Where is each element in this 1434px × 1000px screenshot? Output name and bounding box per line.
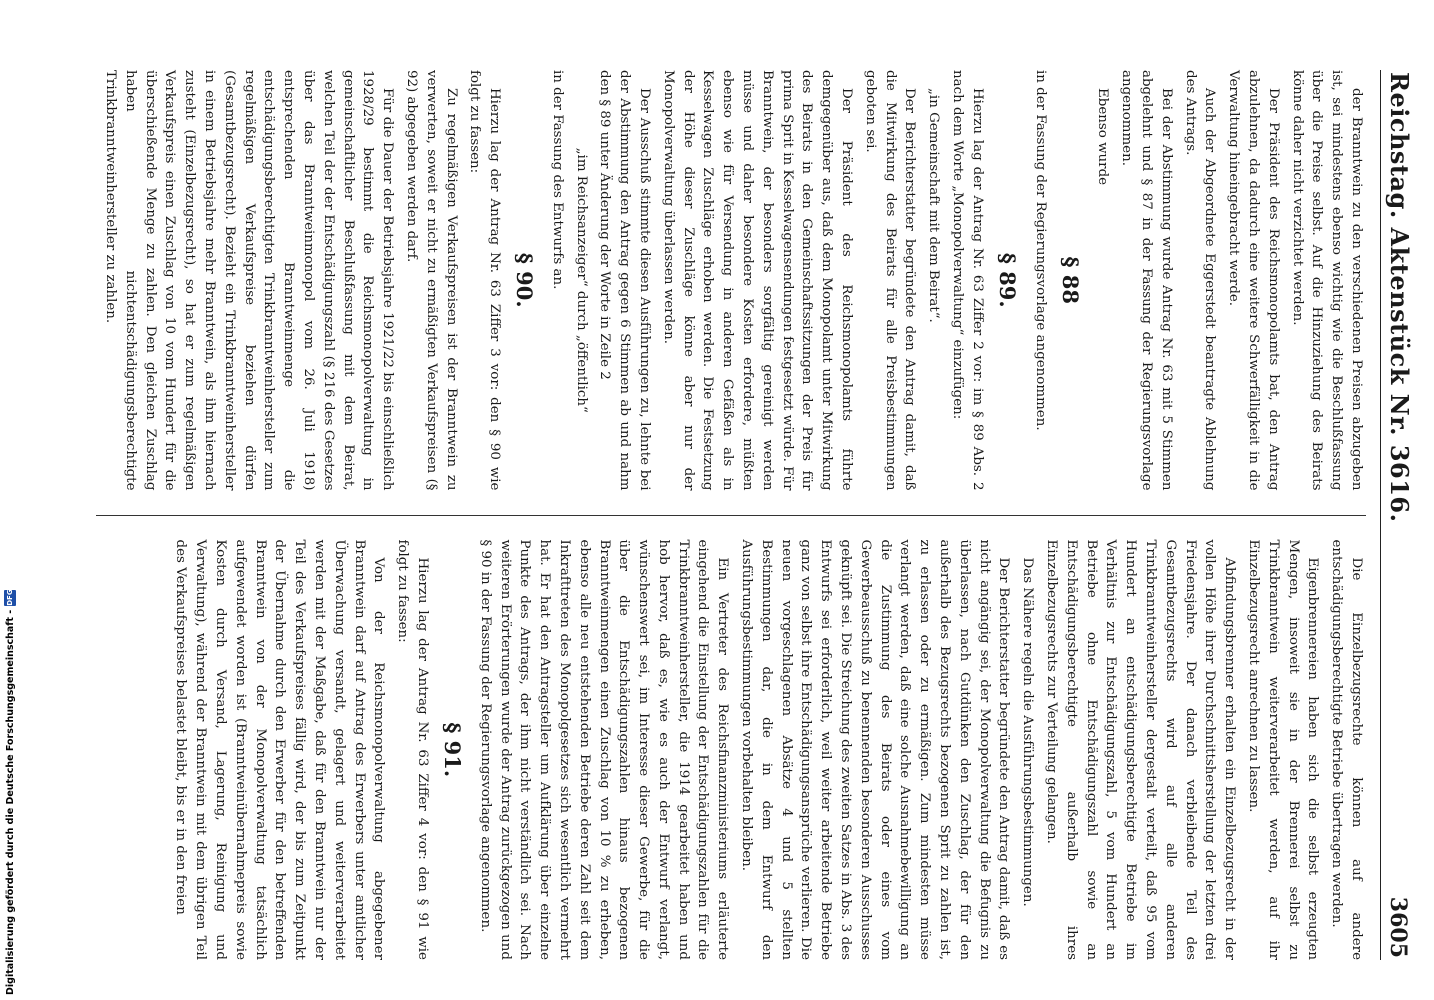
page-header <box>1380 70 1414 960</box>
paragraph: Hierzu lag der Antrag Nr. 63 Ziffer 3 vor: den § 90 wie folgt zu fassen: <box>467 70 503 491</box>
column-divider <box>96 515 1366 516</box>
paragraph: Zu regelmäßigen Verkaufspreisen ist der Branntwein zu verwerten, soweit er nicht zu ermäßigten Verkaufspreisen (§ 92) abgegeben werden darf. <box>403 70 459 491</box>
paragraph: Der Präsident des Reichsmonopolamts führte demgegenüber aus, daß dem Monopolamt unter Mitwirkung des Beirats in den Gemeinschaftssitzungen der Preis für prima Sprit in Kesselwagensendungen festgesetzt würde. Für Branntwein, der besonders sorgfältig gereinigt werden müsse und daher besondere Kosten erfordere, müßten ebenso wie für Versendung in anderen Gefäßen als in Kesselwagen Zuschläge erhoben werden. Die Festsetzung der Höhe dieser Zuschläge könne aber nur der Monopolverwaltung überlassen werden. <box>660 70 855 491</box>
paragraph: Der Berichterstatter begründete den Antrag damit, daß es nicht angängig sei, der Monopolverwaltung die Befugnis zu überlassen, nach Gutdünken den Zuschlag, der für den außerhalb des Bezugsrechts bezogenen Sprit zu zahlen ist, zu erlassen oder zu ermäßigen. Zum mindesten müsse verlangt werden, daß eine solche Ausnahmebewilligung an die Zustimmung des Beirats oder eines vom Gewerbeausschuß zu benennenden besonderen Ausschusses geknüpft sei. Die Streichung des zweiten Satzes in Abs. 3 des Entwurfs sei erforderlich, weil weiter arbeitende Betriebe ganz von selbst ihre Entschädigungsansprüche verlieren. Die neuen vorgeschlagenen Absätze 4 und 5 stellten Bestimmungen dar, die in dem Entwurf den Ausführungsbestimmungen vorbehalten bleiben. <box>739 539 1012 960</box>
paragraph: der Branntwein zu den verschiedenen Preisen abzugeben ist, sei mindestens ebenso wichtig wie die Beschlußfassung über die Preise selbst. Auf die Hinzuziehung des Beirats könne daher nicht verzichtet werden. <box>1289 70 1364 491</box>
section-heading-89: § 89. <box>994 252 1020 308</box>
paragraph: in der Fassung des Entwurfs an. <box>549 70 565 290</box>
paragraph: Bei der Abstimmung wurde Antrag Nr. 63 mit 5 Stimmen abgelehnt und § 87 in der Fassung der Regierungsvorlage angenommen. <box>1119 70 1174 491</box>
dfg-logo: DFG <box>6 589 14 606</box>
page-number: 3605 <box>1385 896 1411 958</box>
paragraph: Hierzu lag der Antrag Nr. 63 Ziffer 2 vor: im § 89 Abs. 2 nach dem Worte „Monopolverwaltung“ einzufügen: <box>950 70 985 491</box>
right-column <box>96 540 1366 961</box>
section-heading-88: § 88 <box>1057 256 1083 305</box>
section-heading-90: § 90. <box>512 252 538 308</box>
paragraph: Abfindungsbrenner erhalten ein Einzelbezugsrecht in der vollen Höhe ihrer Durchschnittsherstellung der letzten drei Friedensjahre. Der danach verbleibende Teil des Gesamtbezugsrechts wird auf alle anderen Trinkbranntweinhersteller dergestalt verteilt, daß 95 vom Hundert an entschädigungsberechtigte Betriebe im Verhältnis zur Entschädigungszahl, 5 vom Hundert an Betriebe ohne Entschädigungszahl sowie an Entschädigungsberechtigte außerhalb ihres Einzelbezugsrechts zur Verteilung gelangen. <box>1044 539 1238 960</box>
paragraph: Die Einzelbezugsrechte können auf andere entschädigungsberechtigte Betriebe übertragen werden. <box>1329 539 1364 960</box>
paragraph: Ebenso wurde <box>1095 88 1111 186</box>
document-page <box>30 0 1434 1000</box>
left-column <box>96 70 1366 491</box>
section-heading-91: § 91. <box>439 722 465 778</box>
paragraph: „in Gemeinschaft mit dem Beirat“. <box>926 88 942 323</box>
document-title: Reichstag. Aktenstück Nr. 3616. <box>1385 72 1414 523</box>
paragraph: Auch der Abgeordnete Eggerstedt beantragte Ablehnung des Antrags. <box>1182 70 1218 491</box>
digitization-credit <box>4 590 16 995</box>
credit-text: Digitalisierung gefördert durch die Deutsche Forschungsgemeinschaft - <box>4 609 16 995</box>
paragraph: Der Ausschuß stimmte diesen Ausführungen zu, lehnte bei der Abstimmung den Antrag gegen 6 Stimmen ab und nahm den § 89 unter Änderung der Worte in Zeile 2 <box>597 70 653 491</box>
paragraph: Hierzu lag der Antrag Nr. 63 Ziffer 4 vor: den § 91 wie folgt zu fassen: <box>395 539 430 960</box>
paragraph: Von der Reichsmonopolverwaltung abgegebener Branntwein darf auf Antrag des Erwerbers unter amtlicher Überwachung versandt, gelagert und weiterverarbeitet werden mit der Maßgabe, daß für den Branntwein nur der Teil des Verkaufspreises fällig wird, der bis zum Zeitpunkt der Übernahme durch den Erwerber für den betreffenden Branntwein von der Monopolverwaltung tatsächlich aufgewendet worden ist (Branntweinübernahmepreis sowie Kosten durch Versand, Lagerung, Reinigung und Verwaltung), während der Branntwein mit dem übrigen Teil des Verkaufspreises belastet bleibt, bis er in den freien <box>173 539 387 960</box>
paragraph: „im Reichsanzeiger“ durch „öffentlich“ <box>573 147 589 413</box>
paragraph: Der Berichterstatter begründete den Antrag damit, daß die Mitwirkung des Beirats für alle Preisbestimmungen geboten sei. <box>862 70 918 491</box>
paragraph: Das Nähere regeln die Ausführungsbestimmungen. <box>1020 557 1036 907</box>
paragraph: in der Fassung der Regierungsvorlage angenommen. <box>1032 70 1048 431</box>
paragraph: Für die Dauer der Betriebsjahre 1921/22 bis einschließlich 1928/29 bestimmt die Reichsmonopolverwaltung in gemeinschaftlicher Beschlußfassung mit dem Beirat, welchen Teil der der Entschädigungszahl (§ 216 des Gesetzes über das Branntweinmonopol vom 26. Juli 1918) entsprechenden Branntweinmenge die entschädigungsberechtigten Trinkbranntweinhersteller zum regelmäßigen Verkaufspreise beziehen dürfen (Gesamtbezugsrecht). Bezieht ein Trinkbranntweinhersteller in einem Betriebsjahre mehr Branntwein, als ihm hiernach zusteht (Einzelbezugsrecht), so hat er zum regelmäßigen Verkaufspreis einen Zuschlag von 10 vom Hundert für die überschießende Menge zu zahlen. Den gleichen Zuschlag haben nichtentschädigungsberechtigte Trinkbranntweinhersteller zu zahlen. <box>102 70 396 491</box>
paragraph: Der Präsident des Reichsmonopolamts bat, den Antrag abzulehnen, da dadurch eine weitere Schwerfälligkeit in die Verwaltung hineingebracht werde. <box>1226 70 1281 491</box>
text-columns <box>96 70 1366 960</box>
paragraph: Eigenbrennereien haben sich die selbst erzeugten Mengen, insoweit sie in der Brennerei selbst zu Trinkbranntwein weiterverarbeitet werden, auf ihr Einzelbezugsrecht anrechnen zu lassen. <box>1246 539 1321 960</box>
paragraph: Ein Vertreter des Reichsfinanzministeriums erläuterte eingehend die Einstellung der Entschädigungszahlen für die Trinkbranntweinhersteller, die 1914 gearbeitet haben und hob hervor, daß es, wie es auch der Entwurf verlangt, wünschenswert sei, im Interesse dieser Gewerbe, für die über die Entschädigungszahlen hinaus bezogenen Branntweinmengen einen Zuschlag von 10 % zu erheben, ebenso alle neu entstehenden Betriebe deren Zahl seit dem Inkrafttreten des Monopolgesetzes sich wesentlich vermehrt hat. Er hat den Antragsteller um Aufklärung über einzelne Punkte des Antrags, der ihm nicht verständlich sei. Nach weiteren Erörterungen wurde der Antrag zurückgezogen und § 90 in der Fassung der Regierungsvorlage angenommen. <box>477 539 731 960</box>
